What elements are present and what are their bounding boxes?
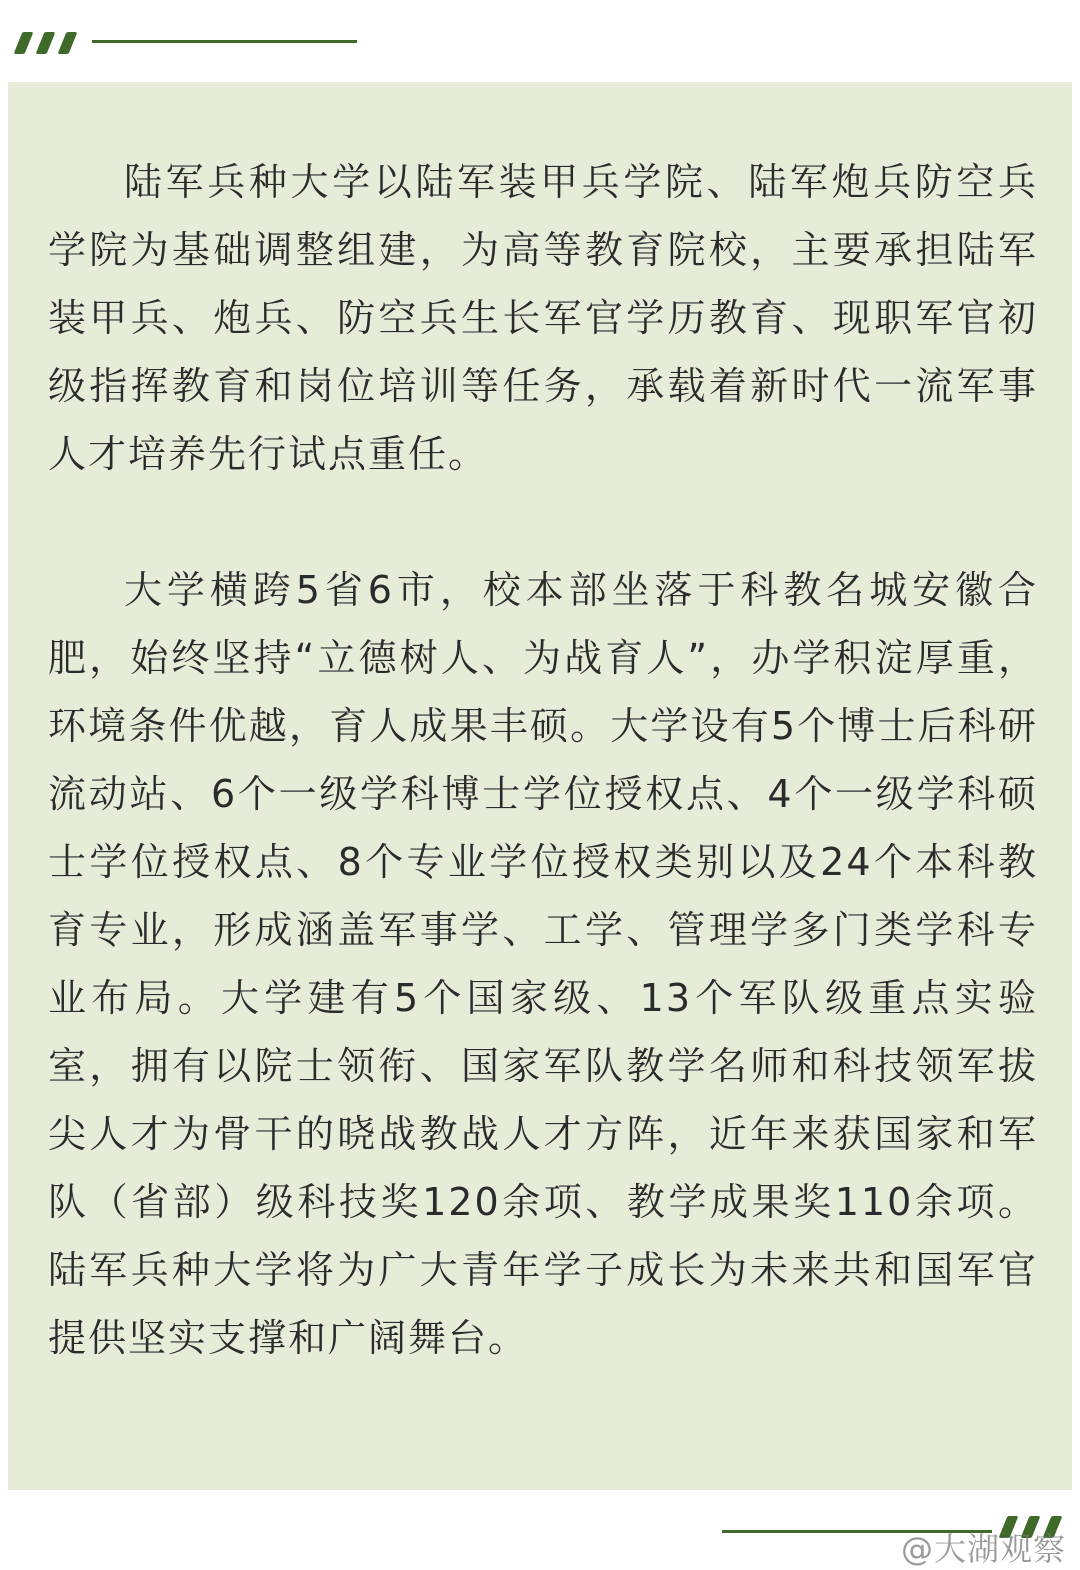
paragraph-1: 陆军兵种大学以陆军装甲兵学院、陆军炮兵防空兵学院为基础调整组建，为高等教育院校，主要承担陆军装甲兵、炮兵、防空兵生长军官学历教育、现职军官初级指挥教育和岗位培训等任务，承载着新时代一流军事人才培养先行试点重任。	[48, 160, 1038, 476]
watermark: @大湖观察	[900, 1530, 1066, 1568]
article-body	[48, 148, 1038, 1372]
top-decoration	[12, 30, 372, 56]
top-divider-line	[92, 40, 357, 43]
paragraph-2: 大学横跨5省6市，校本部坐落于科教名城安徽合肥，始终坚持“立德树人、为战育人”，办学积淀厚重，环境条件优越，育人成果丰硕。大学设有5个博士后科研流动站、6个一级学科博士学位授权点、4个一级学科硕士学位授权点、8个专业学位授权类别以及24个本科教育专业，形成涵盖军事学、工学、管理学多门类学科专业布局。大学建有5个国家级、13个军队级重点实验室，拥有以院士领衔、国家军队教学名师和科技领军拔尖人才为骨干的晓战教战人才方阵，近年来获国家和军队（省部）级科技奖120余项、教学成果奖110余项。陆军兵种大学将为广大青年学子成长为未来共和国军官提供坚实支撑和广阔舞台。	[48, 568, 1038, 1360]
article-card	[8, 82, 1072, 1490]
triple-slash-icon	[12, 30, 92, 56]
